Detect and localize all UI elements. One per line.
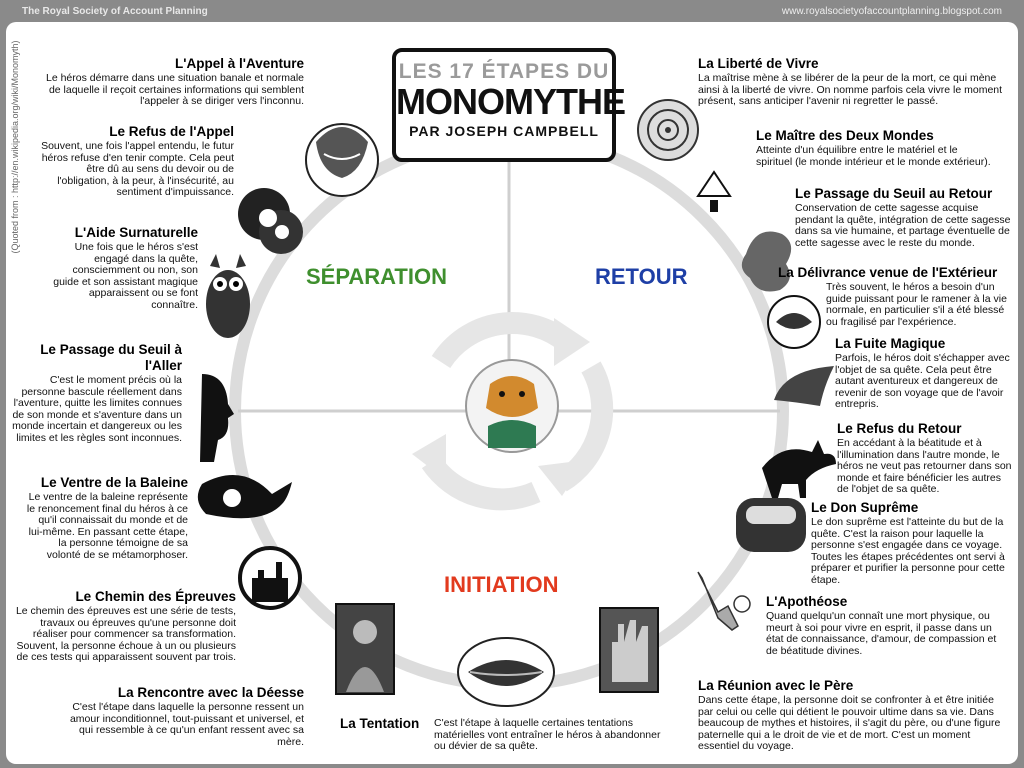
header-url[interactable]: www.royalsocietyofaccountplanning.blogspot.com: [781, 6, 1002, 17]
stage-seuil-retour: Le Passage du Seuil au Retour Conservation de cette sagesse acquise pendant la quête, intégration de cette sagesse dans sa vie humaine, et partage éventuelle de cette sagesse avec le reste du monde.: [795, 186, 1011, 249]
stage-tentation-text: C'est l'étape à laquelle certaines tentations matérielles vont entraîner le héros à abandonner ou dévier de sa quête.: [434, 717, 661, 752]
stage-maitre-deux-mondes: Le Maître des Deux Mondes Atteinte d'un équilibre entre le matériel et le spirituel (le monde intérieur et le monde extérieur).: [756, 128, 991, 168]
head-silhouette-icon: [200, 374, 234, 462]
black-cat-icon: [762, 440, 836, 498]
triangle-hand-icon: [698, 172, 730, 212]
stage-apotheose: L'Apothéose Quand quelqu'un connaît une mort physique, ou meurt à soi pour vivre en esprit, il passe dans un état de connaissance, d'amour, de compassion et de béatitude divines.: [766, 594, 997, 657]
stage-aide-surnaturelle: L'Aide Surnaturelle Une fois que le héros s'est engagé dans la quête, consciemment ou non, son guide et son assistant magique apparaissent ou se font connaître.: [53, 225, 198, 311]
lips-icon: [458, 638, 554, 706]
stage-seuil-aller: Le Passage du Seuil à l'Aller C'est le moment précis où la personne bascule réellement dans l'aventure, quitte les limites connues de son monde et s'aventure dans un monde incertain et dangereux ou les limites et les règles sont inconnues.: [12, 342, 182, 444]
stage-fuite-magique: La Fuite Magique Parfois, le héros doit s'échapper avec l'objet de sa quête. Cela peut être autant aventureux et dangereux de revenir de son voyage que de l'avoir entrepris.: [835, 336, 1010, 410]
title-box: [392, 48, 625, 162]
magic-ring-icon: [736, 498, 806, 552]
stage-appel: L'Appel à l'Aventure Le héros démarre dans une situation banale et normale de laquelle il reçoit certaines informations qui semblent l'appeler à se diriger vers l'inconnu.: [46, 56, 304, 107]
stage-reunion-pere: La Réunion avec le Père Dans cette étape, la personne doit se confronter à et être initiée par celui ou celle qui détient le pouvoir ultime dans sa vie. Dans beaucoup de mythes et histoires, il s'agit du père, ou d'une figure paternelle qui a le droit de vie et de mort. C'est un moment essentiel du voyage.: [698, 678, 1001, 752]
title-line3: PAR JOSEPH CAMPBELL: [409, 123, 599, 139]
section-initiation: INITIATION: [444, 572, 559, 597]
stage-don-supreme: Le Don Suprême Le don suprême est l'atteinte du but de la quête. C'est la raison pour laquelle la personne s'est engagée dans ce voyage. Toutes les étapes précédentes ont servi à préparer et purifier la personne pour cette étape.: [811, 500, 1005, 586]
title-line2: MONOMYTHE: [396, 81, 625, 122]
stage-rencontre-deesse: La Rencontre avec la Déesse C'est l'étape dans laquelle la personne ressent un amour inconditionnel, tout-puissant et universel, et qui ressemble à ce qu'un enfant ressent avec sa mère.: [69, 685, 304, 748]
stage-tentation-title: La Tentation: [340, 716, 420, 731]
stage-delivrance: La Délivrance venue de l'Extérieur Très souvent, le héros a besoin d'un guide puissant pour le ramener à la vie normale, en particulier s'il a été blessé ou fragilisé par l'expérience.: [778, 265, 1007, 328]
castle-icon: [240, 548, 300, 608]
stage-liberte-vivre: La Liberté de Vivre La maîtrise mène à se libérer de la peur de la mort, ce qui mène ainsi à la liberté de vivre. On nomme parfois cela vivre le moment présent, sans anticiper l'avenir ni regretter le passé.: [698, 56, 1003, 107]
section-retour: RETOUR: [595, 264, 688, 289]
whale-icon: [198, 475, 292, 518]
cheetah-portrait-icon: [466, 360, 558, 452]
stage-ventre-baleine: Le Ventre de la Baleine Le ventre de la baleine représente le renoncement final du héros à ce qu'il connaissait du monde et de lui-même. En passant cette étape, la personne témoigne de sa volonté de se métamorphoser.: [26, 475, 188, 561]
stage-refus-appel: Le Refus de l'Appel Souvent, une fois l'appel entendu, le futur héros refuse d'en tenir compte. Cela peut être dû au sens du devoir ou de l'obligation, à la peur, à l'insécurité, au sentiment d'impuissance.: [41, 124, 234, 198]
spiral-face-icon: [638, 100, 698, 160]
header-bar: [0, 0, 1024, 22]
title-line1: LES 17 ÉTAPES DU: [398, 60, 610, 83]
tire-icon: [238, 188, 303, 254]
owl-icon: [206, 254, 250, 338]
section-separation: SÉPARATION: [306, 264, 447, 289]
header-left: The Royal Society of Account Planning: [22, 6, 208, 17]
source-note: (Quoted from : http://en.wikipedia.org/wiki/Monomyth): [10, 40, 20, 254]
poster: [6, 22, 1018, 764]
stage-chemin-epreuves: Le Chemin des Épreuves Le chemin des épreuves est une série de tests, travaux ou épreuves qu'une personne doit réaliser pour commencer sa transformation. Souvent, la personne échoue à un ou plusieurs de ces tests qui apparaissent souvent par trois.: [15, 589, 236, 663]
face-drawing-icon: [306, 124, 378, 196]
stage-refus-retour: Le Refus du Retour En accédant à la béatitude et à l'illumination dans l'autre monde, le héros ne veut pas retourner dans son monde et faire bénéficier les autres de l'objet de sa quête.: [837, 421, 1012, 495]
